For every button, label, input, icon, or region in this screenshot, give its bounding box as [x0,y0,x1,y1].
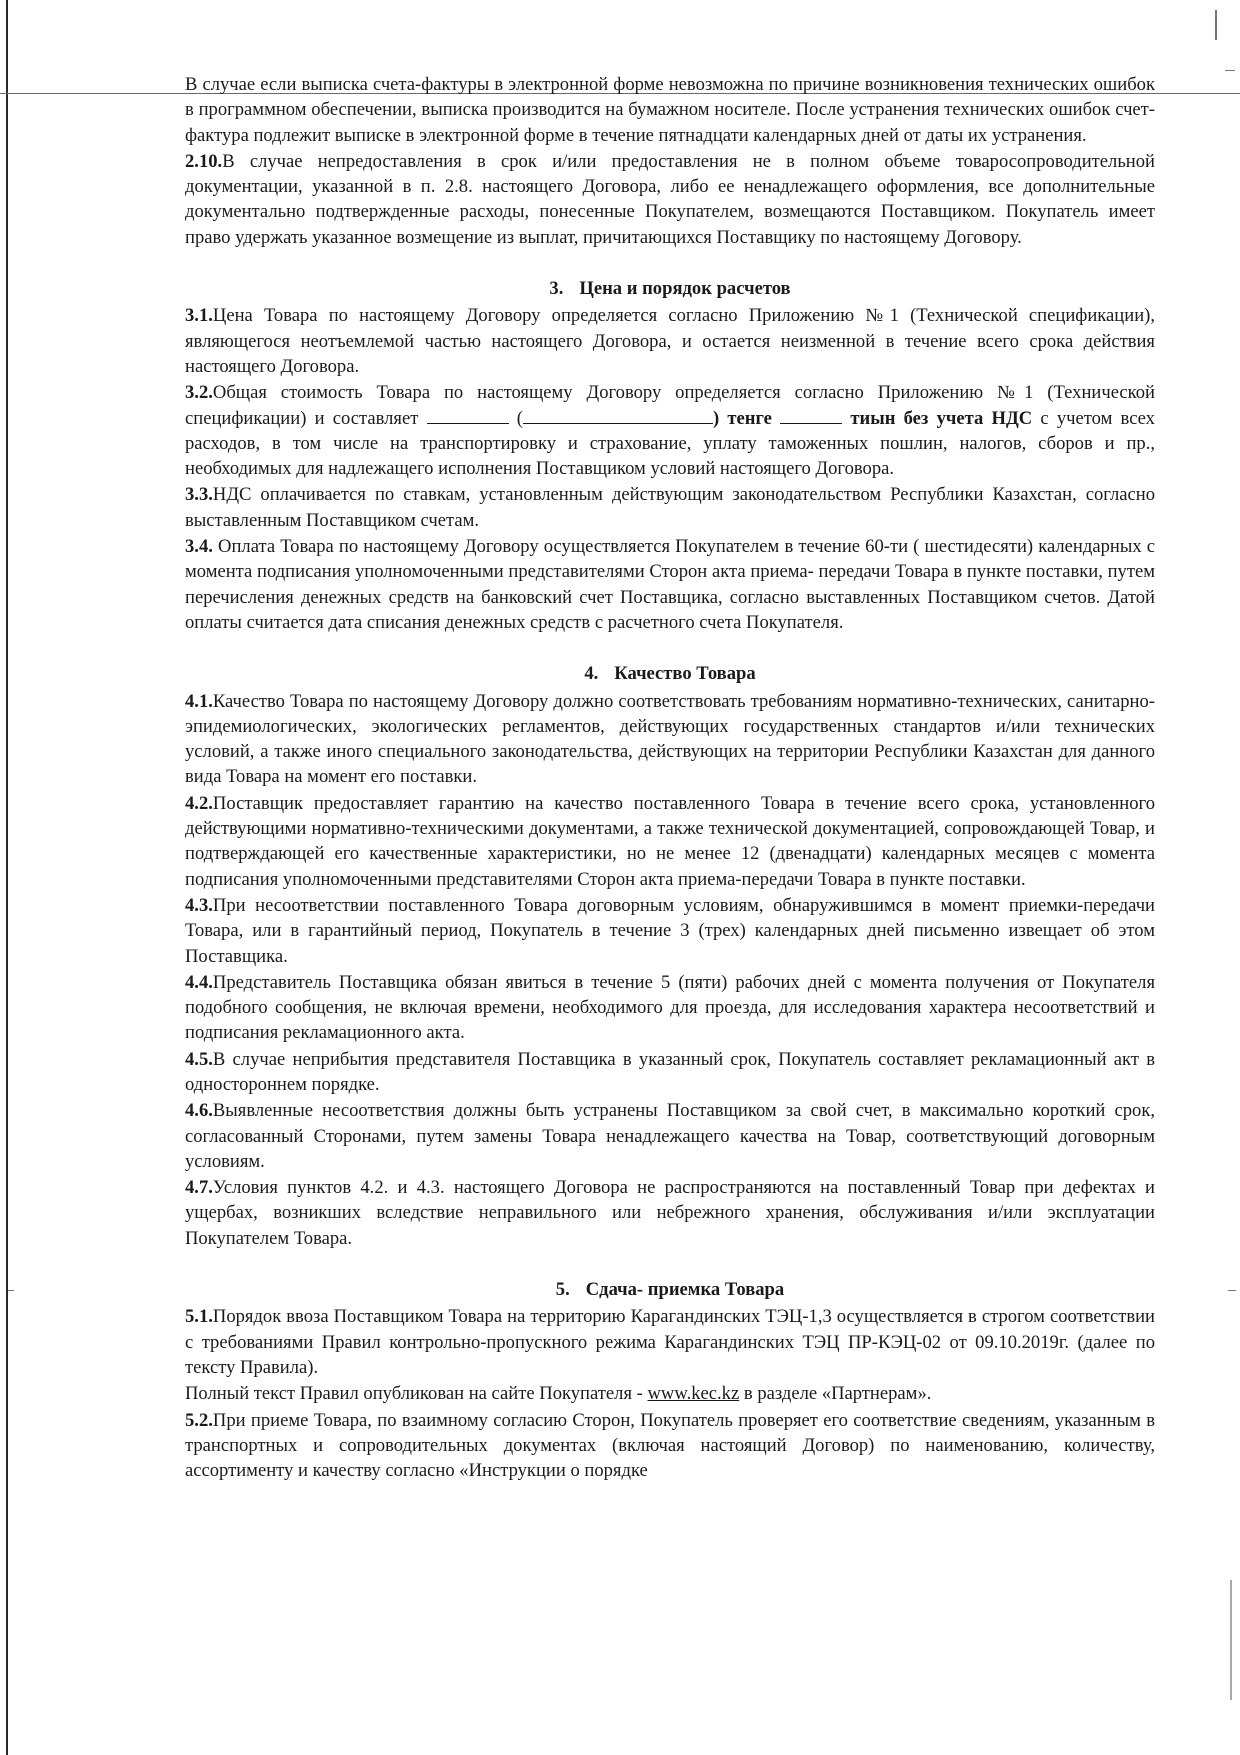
clause-text: Качество Товара по настоящему Договору должно соответствовать требованиям нормативно-технических, санитарно-эпидемиологических, экологических регламентов, действующих государственных стандартов и/или технических условий, а также иного специального законодательства, действующих на территории Республики Казахстан для данного вида Товара на момент его поставки. [185,690,1155,788]
clause-number: 4.4. [185,971,213,993]
clause-3-4 [185,534,1155,635]
clause-number: 4.6. [185,1100,213,1122]
section-5-heading [185,1277,1155,1302]
clause-number: 4.1. [185,690,213,712]
no-vat-label: без учета НДС [903,407,1033,429]
scan-mark [1215,10,1217,40]
tenge-label: ) тенге [712,407,772,429]
clause-4-6 [185,1098,1155,1174]
clause-number: 2.10. [185,150,223,172]
section-title: Цена и порядок расчетов [579,278,791,300]
clause-text: Оплата Товара по настоящему Договору осуществляется Покупателем в течение 60-ти ( шестидесяти) календарных с момента подписания уполномоченными представителями Сторон акта приема- передачи Товара в пункте поставки, путем перечисления денежных средств на банковский счет Поставщика, согласно выставленных Поставщиком счетов. Датой оплаты считается дата списания денежных средств с расчетного счета Покупателя. [185,536,1155,633]
clause-text: Поставщик предоставляет гарантию на качество поставленного Товара в течение всего срока, установленного действующими нормативно-техническими документами, а также технической документацией, сопровождающей Товар, и подтверждающей его качественные характеристики, но не менее 12 (двенадцати) календарных месяцев с момента подписания уполномоченными представителями Сторон акта приема-передачи Товара в пункте поставки. [185,792,1155,890]
clause-5-1 [185,1304,1155,1380]
clause-text: с учетом всех расходов, в том числе на транспортировку и страхование, уплату таможенных пошлин, налогов, сборов и пр., необходимых для надлежащего исполнения Поставщиком условий настоящего Договора. [185,407,1155,480]
section-title: Сдача- приемка Товара [585,1279,785,1301]
clause-3-2 [185,380,1155,481]
section-4-heading [185,661,1155,686]
clause-4-2 [185,791,1155,892]
scan-mark [8,1290,14,1291]
clause-text: Общая стоимость Товара по настоящему Договору определяется согласно Приложению №1 (Технической спецификации) и составляет [185,382,1155,429]
tiyn-blank [780,406,842,424]
clause-text: В случае неприбытия представителя Поставщика в указанный срок, Покупатель составляет рекламационный акт в одностороннем порядке. [185,1048,1155,1095]
section-number: 5. [555,1279,570,1301]
clause-4-4 [185,970,1155,1046]
clause-4-5 [185,1047,1155,1098]
intro-paragraph: В случае если выписка счета-фактуры в электронной форме невозможна по причине возникновения технических ошибок в программном обеспечении, выписка производится на бумажном носителе. После устранения технических ошибок счет-фактура подлежит выписке в электронной форме в течение пятнадцати календарных дней от даты их устранения. [185,74,1155,146]
clause-text: При несоответствии поставленного Товара договорным условиям, обнаружившимся в момент приемки-передачи Товара, или в гарантийный период, Покупатель в течение 3 (трех) календарных дней письменно извещает об этом Поставщика. [185,894,1155,967]
clause-text: При приеме Товара, по взаимному согласию Сторон, Покупатель проверяет его соответствие сведениям, указанным в транспортных и сопроводительных документах (включая настоящий Договор) по наименованию, количеству, ассортименту и качеству согласно «Инструкции о порядке [185,1409,1155,1482]
section-number: 4. [584,663,599,685]
clause-5-2 [185,1408,1155,1484]
clause-number: 4.7. [185,1177,213,1199]
clause-text: Условия пунктов 4.2. и 4.3. настоящего Договора не распространяются на поставленный Товар при дефектах и ущербах, возникших вследствие неправильного или небрежного хранения, обслуживания и/или эксплуатации Покупателем Товара. [185,1177,1155,1249]
clause-number: 3.4. [185,536,213,558]
clause-number: 4.3. [185,894,213,916]
kec-website-link[interactable]: www.kec.kz [647,1383,740,1405]
scan-left-edge [6,0,8,1755]
rules-note-text: Полный текст Правил опубликован на сайте Покупателя - [185,1383,643,1405]
rules-note-text: в разделе «Партнерам». [743,1383,932,1405]
clause-number: 4.2. [185,792,213,814]
section-number: 3. [549,278,564,300]
clause-text: НДС оплачивается по ставкам, установленным действующим законодательством Республики Казахстан, согласно выставленным Поставщиком счетам. [185,484,1155,531]
tiyn-label: тиын [850,407,896,429]
clause-3-1 [185,303,1155,379]
scan-mark [1225,70,1235,71]
clause-text: Выявленные несоответствия должны быть устранены Поставщиком за свой счет, в максимально короткий срок, согласованный Сторонами, путем замены Товара ненадлежащего качества на Товар, соответствующий договорным условиям. [185,1100,1155,1172]
clause-3-3 [185,482,1155,533]
clause-number: 3.2. [185,382,213,404]
clause-text: В случае непредоставления в срок и/или предоставления не в полном объеме товаросопроводительной документации, указанной в п. 2.8. настоящего Договора, либо ее ненадлежащего оформления, все дополнительные документально подтвержденные расходы, понесенные Покупателем, возмещаются Поставщиком. Покупатель имеет право удержать указанное возмещение из выплат, причитающихся Поставщику по настоящему Договору. [185,150,1155,248]
section-3-heading [185,276,1155,301]
clause-number: 5.2. [185,1409,213,1431]
clause-number: 4.5. [185,1048,213,1070]
document-page [185,72,1155,1483]
rules-note [185,1381,1155,1406]
open-paren: ( [516,407,523,429]
section-title: Качество Товара [614,663,756,685]
clause-text: Порядок ввоза Поставщиком Товара на территорию Карагандинских ТЭЦ-1,3 осуществляется в строгом соответствии с требованиями Правил контрольно-пропускного режима Карагандинских ТЭЦ ПР-КЭЦ-02 от 09.10.2019г. (далее по тексту Правила). [185,1306,1155,1378]
clause-text: Представитель Поставщика обязан явиться в течение 5 (пяти) рабочих дней с момента получения от Покупателя подобного сообщения, не включая времени, необходимого для проезда, для исследования характера несоответствий и подписания рекламационного акта. [185,971,1155,1044]
clause-number: 5.1. [185,1306,213,1328]
clause-2-10 [185,149,1155,250]
clause-number: 3.3. [185,484,213,506]
clause-number: 3.1. [185,305,213,327]
scan-mark [1228,1290,1236,1291]
scan-mark [1230,1580,1232,1700]
clause-text: Цена Товара по настоящему Договору определяется согласно Приложению №1 (Технической спецификации), являющегося неотъемлемой частью настоящего Договора, и остается неизменной в течение всего срока действия настоящего Договора. [185,305,1155,377]
amount-words-blank [523,406,713,424]
clause-4-7 [185,1175,1155,1251]
clause-4-3 [185,893,1155,969]
clause-4-1 [185,689,1155,790]
amount-blank [427,406,509,424]
